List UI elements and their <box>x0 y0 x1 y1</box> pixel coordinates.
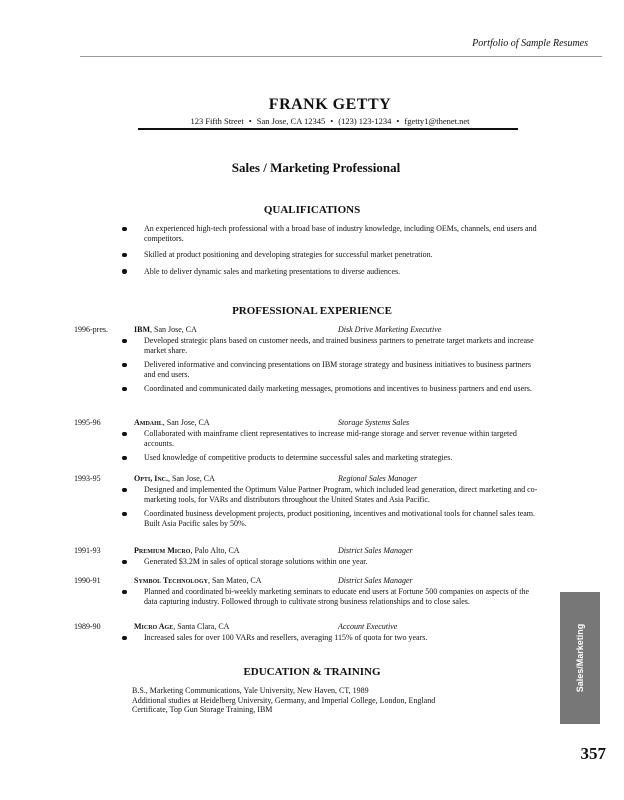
job-bullets <box>118 587 538 611</box>
qualification-item: Skilled at product positioning and developing strategies for successful market penetration. <box>118 250 538 260</box>
company-location: , San Mateo, CA <box>207 576 262 585</box>
section-thumb-tab <box>560 592 600 724</box>
resume-title: Sales / Marketing Professional <box>231 160 401 175</box>
job-bullets <box>118 557 538 572</box>
job-bullet: Generated $3.2M in sales of optical storage solutions within one year. <box>118 557 538 567</box>
contact-email: fgetty1@thenet.net <box>404 116 470 126</box>
company-location: , San Jose, CA <box>150 325 197 334</box>
company-name: Amdahl <box>134 418 163 427</box>
header-divider <box>80 56 602 57</box>
job-bullet: Delivered informative and convincing presentations on IBM storage strategy and business initiatives to business partners and end users. <box>118 360 538 379</box>
company-name: Symbol Technology <box>134 576 208 585</box>
job-bullet: Designed and implemented the Optimum Value Partner Program, which included lead generation, direct marketing and co-marketing tools, for VARs and distributors throughout the United States and Asia Pacific. <box>118 485 538 504</box>
job-role: Storage Systems Sales <box>338 418 410 427</box>
education-line: Additional studies at Heidelberg University, Germany, and Imperial College, London, England <box>132 695 436 705</box>
job-dates: 1989-90 <box>74 622 101 631</box>
company-location: , Palo Alto, CA <box>190 546 240 555</box>
job-dates: 1991-93 <box>74 546 101 555</box>
qualification-item: An experienced high-tech professional with a broad base of industry knowledge, including OEMs, channels, end users and competitors. <box>118 224 538 243</box>
running-header: Portfolio of Sample Resumes <box>472 38 588 49</box>
education-line: B.S., Marketing Communications, Yale University, New Haven, CT, 1989 <box>132 686 369 695</box>
name-divider <box>138 128 518 130</box>
qualification-item: Able to deliver dynamic sales and marketing presentations to diverse audiences. <box>118 267 538 277</box>
job-company <box>134 474 215 484</box>
page-number: 357 <box>580 744 606 763</box>
job-role: Regional Sales Manager <box>338 474 418 483</box>
job-dates: 1993-95 <box>74 474 101 483</box>
section-tab-label: Sales/Marketing <box>575 623 585 693</box>
company-name: Opti, Inc. <box>134 474 169 483</box>
contact-street: 123 Fifth Street <box>190 116 244 126</box>
job-bullets <box>118 633 538 648</box>
qualifications-heading: QUALIFICATIONS <box>263 204 361 216</box>
contact-separator: • <box>330 116 334 126</box>
education-heading: EDUCATION & TRAINING <box>243 666 381 678</box>
job-dates: 1990-91 <box>74 576 101 585</box>
contact-separator: • <box>396 116 400 126</box>
job-bullet: Developed strategic plans based on customer needs, and trained business partners to penetrate target markets and increase market share. <box>118 336 538 355</box>
company-location: , Santa Clara, CA <box>173 622 230 631</box>
company-location: , San Jose, CA <box>168 474 215 483</box>
job-bullet: Planned and coordinated bi-weekly marketing seminars to educate end users at Fortune 500 companies on aspects of the data capturing industry. Followed through to cultivate strong business relationships and to close sales. <box>118 587 538 606</box>
contact-line <box>0 116 624 126</box>
job-bullets <box>118 429 538 468</box>
job-bullet: Coordinated and communicated daily marketing messages, promotions and incentives to business partners and end users. <box>118 384 538 394</box>
contact-phone: (123) 123-1234 <box>338 116 392 126</box>
resume-name: FRANK GETTY <box>268 96 392 113</box>
job-bullet: Collaborated with mainframe client representatives to increase mid-range storage and server revenue within targeted accounts. <box>118 429 538 448</box>
job-bullet: Increased sales for over 100 VARs and resellers, averaging 115% of quota for two years. <box>118 633 538 643</box>
experience-heading: PROFESSIONAL EXPERIENCE <box>232 305 392 317</box>
job-bullets <box>118 336 538 399</box>
qualifications-list <box>118 224 538 283</box>
education-line: Certificate, Top Gun Storage Training, IBM <box>132 705 273 714</box>
company-name: Micro Age <box>134 622 174 631</box>
company-name: Premium Micro <box>134 546 191 555</box>
contact-separator: • <box>248 116 252 126</box>
company-name: IBM <box>134 325 150 334</box>
contact-city: San Jose, CA 12345 <box>256 116 326 126</box>
job-bullet: Coordinated business development projects, product positioning, incentives and motivational tools for channel sales team. Built Asia Pacific sales by 50%. <box>118 509 538 528</box>
job-bullet: Used knowledge of competitive products to determine successful sales and marketing strategies. <box>118 453 538 463</box>
job-company <box>134 546 240 556</box>
job-role: Account Executive <box>338 622 398 631</box>
job-role: District Sales Manager <box>338 546 413 555</box>
job-company <box>134 622 229 632</box>
job-role: District Sales Manager <box>338 576 413 585</box>
education-block <box>132 686 532 715</box>
job-dates: 1996-pres. <box>74 325 108 334</box>
job-company <box>134 576 262 586</box>
job-company <box>134 325 197 335</box>
job-company <box>134 418 210 428</box>
job-dates: 1995-96 <box>74 418 101 427</box>
job-role: Disk Drive Marketing Executive <box>338 325 442 334</box>
company-location: , San Jose, CA <box>162 418 210 427</box>
job-bullets <box>118 485 538 533</box>
